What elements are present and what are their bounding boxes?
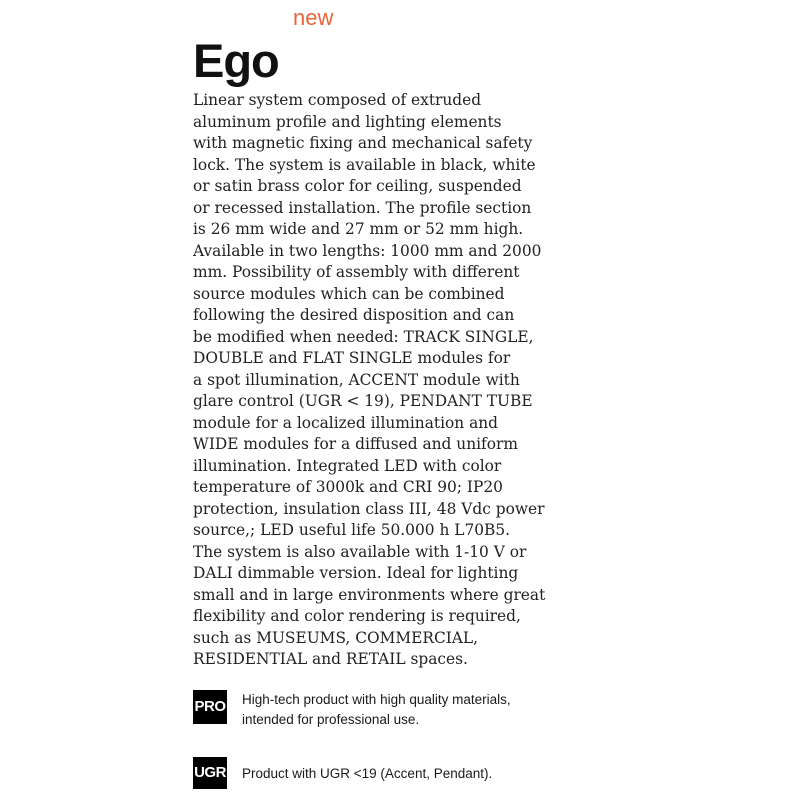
product-description (193, 90, 563, 671)
pro-badge-icon: PRO (193, 690, 227, 724)
description-line: or recessed installation. The profile section (193, 198, 532, 217)
description-line: mm. Possibility of assembly with different (193, 263, 520, 281)
description-line: DOUBLE and FLAT SINGLE modules for (193, 349, 511, 367)
ugr-badge-icon: UGR (193, 757, 227, 789)
description-line: Available in two lengths: 1000 mm and 2000 (193, 241, 542, 260)
new-badge: new (293, 5, 334, 30)
feature-pro-line: High-tech product with high quality materials, (242, 692, 511, 707)
description-line: glare control (UGR < 19), PENDANT TUBE (193, 392, 533, 410)
description-line: The system is also available with 1-10 V or (193, 542, 527, 561)
description-line: with magnetic fixing and mechanical safety (193, 134, 533, 152)
feature-ugr-line: Product with UGR <19 (Accent, Pendant). (242, 766, 493, 781)
description-line: be modified when needed: TRACK SINGLE, (193, 327, 534, 346)
feature-pro-text (242, 690, 511, 730)
description-line: source,; LED useful life 50.000 h L70B5. (193, 521, 511, 539)
description-line: Linear system composed of extruded (193, 91, 482, 109)
product-title: Ego (193, 34, 279, 88)
description-line: illumination. Integrated LED with color (193, 456, 502, 475)
description-line: DALI dimmable version. Ideal for lighting (193, 564, 519, 582)
description-line: is 26 mm wide and 27 mm or 52 mm high. (193, 220, 524, 238)
description-line: a spot illumination, ACCENT module with (193, 370, 520, 389)
feature-pro-line: intended for professional use. (242, 712, 420, 727)
description-line: protection, insulation class III, 48 Vdc power (193, 499, 545, 518)
description-line: or satin brass color for ceiling, suspended (193, 177, 522, 195)
description-line: following the desired disposition and can (193, 306, 515, 324)
description-line: WIDE modules for a diffused and uniform (193, 435, 518, 453)
feature-ugr-text (242, 764, 492, 784)
description-line: small and in large environments where great (193, 585, 546, 604)
description-line: source modules which can be combined (193, 284, 505, 303)
description-line: module for a localized illumination and (193, 413, 499, 432)
description-line: temperature of 3000k and CRI 90; IP20 (193, 478, 503, 496)
description-line: such as MUSEUMS, COMMERCIAL, (193, 628, 479, 647)
description-line: flexibility and color rendering is required, (193, 607, 521, 625)
description-line: lock. The system is available in black, white (193, 155, 536, 174)
description-line: RESIDENTIAL and RETAIL spaces. (193, 650, 468, 668)
description-line: aluminum profile and lighting elements (193, 112, 502, 131)
